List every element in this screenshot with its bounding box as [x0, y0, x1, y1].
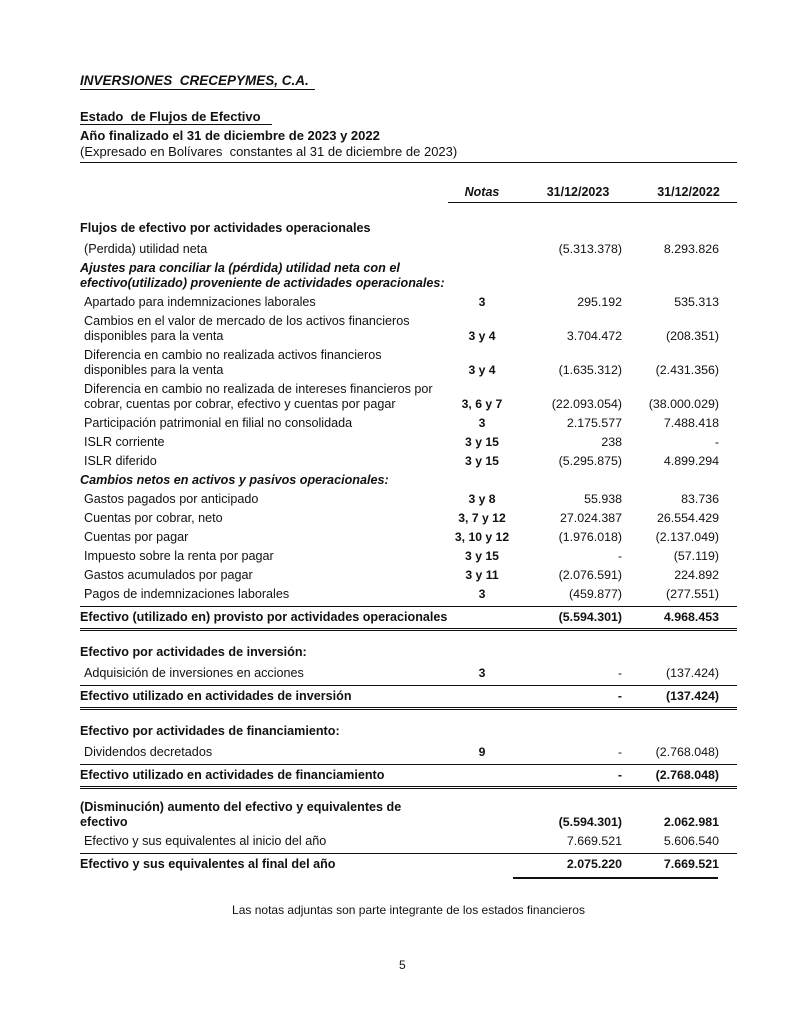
table-row — [80, 566, 737, 585]
row-label: Dividendos decretados — [84, 745, 213, 759]
row-label: Gastos acumulados por pagar — [84, 568, 253, 582]
document-subtitle: Año finalizado el 31 de diciembre de 2023 y 2022 — [80, 128, 380, 143]
row-value-2023: (5.594.301) — [558, 815, 622, 829]
row-value-2022: 4.899.294 — [663, 454, 719, 468]
table-row-total-financing — [80, 764, 737, 789]
table-row-total-operating — [80, 606, 737, 631]
row-label: Efectivo por actividades de financiamiento: — [80, 724, 340, 738]
page-number: 5 — [399, 958, 406, 972]
row-label: Cambios netos en activos y pasivos operacionales: — [80, 473, 389, 487]
row-value-2022: (2.768.048) — [655, 768, 719, 782]
row-value-2022: 7.669.521 — [663, 857, 719, 871]
table-row-subheading-adjustments — [80, 259, 737, 293]
row-notes: 3 y 4 — [468, 363, 496, 377]
column-header-2023: 31/12/2023 — [546, 185, 610, 199]
row-value-2022: (208.351) — [665, 329, 719, 343]
table-row — [80, 664, 737, 683]
row-notes: 3 y 15 — [465, 435, 499, 449]
table-row — [80, 293, 737, 312]
row-label: Efectivo utilizado en actividades de inversión — [80, 689, 352, 703]
row-label: Apartado para indemnizaciones laborales — [84, 295, 316, 309]
cash-flow-table — [80, 185, 737, 879]
column-header-rule — [448, 202, 737, 203]
table-row-net-change — [80, 798, 737, 832]
table-row — [80, 585, 737, 604]
row-value-2023: - — [617, 666, 622, 680]
row-label: Cuentas por pagar — [84, 530, 189, 544]
table-row — [80, 346, 737, 380]
row-notes: 3 — [478, 666, 486, 680]
row-label: Efectivo y sus equivalentes al final del año — [80, 857, 336, 871]
row-value-2023: 238 — [601, 435, 622, 449]
row-notes: 3 y 15 — [465, 549, 499, 563]
company-name: INVERSIONES CRECEPYMES, C.A. — [80, 73, 315, 90]
table-row — [80, 240, 737, 259]
row-value-2023: 7.669.521 — [566, 834, 622, 848]
row-label: ISLR corriente — [84, 435, 165, 449]
row-notes: 3 y 15 — [465, 454, 499, 468]
row-notes: 3 y 11 — [465, 568, 499, 582]
row-notes: 3 — [478, 295, 486, 309]
row-label: (Perdida) utilidad neta — [84, 242, 208, 256]
table-row — [80, 743, 737, 762]
table-rows — [80, 219, 737, 879]
row-label: Cambios en el valor de mercado de los activos financieros disponibles para la venta — [84, 314, 410, 343]
row-notes: 3 — [478, 416, 486, 430]
row-value-2022: (2.431.356) — [655, 363, 719, 377]
row-label: ISLR diferido — [84, 454, 157, 468]
document-title: Estado de Flujos de Efectivo — [80, 109, 272, 125]
row-notes: 3, 6 y 7 — [461, 397, 503, 411]
row-notes: 3, 7 y 12 — [458, 511, 506, 525]
row-value-2022: (137.424) — [665, 689, 719, 703]
row-label: Ajustes para conciliar la (pérdida) utilidad neta con el efectivo(utilizado) proveniente de actividades operacionales: — [80, 261, 445, 290]
row-value-2023: (5.594.301) — [558, 610, 622, 624]
row-value-2022: 2.062.981 — [663, 815, 719, 829]
row-value-2022: 7.488.418 — [663, 416, 719, 430]
row-label: Gastos pagados por anticipado — [84, 492, 259, 506]
table-row — [80, 528, 737, 547]
row-value-2022: - — [714, 435, 719, 449]
row-label: Efectivo (utilizado en) provisto por actividades operacionales — [80, 610, 448, 624]
final-total-underline — [513, 877, 718, 879]
row-label: Efectivo y sus equivalentes al inicio del año — [84, 834, 327, 848]
column-header-notas: Notas — [464, 185, 500, 199]
table-row — [80, 509, 737, 528]
row-label: Impuesto sobre la renta por pagar — [84, 549, 274, 563]
row-value-2022: 535.313 — [674, 295, 719, 309]
row-value-2022: 224.892 — [674, 568, 719, 582]
row-label: Diferencia en cambio no realizada de intereses financieros por cobrar, cuentas por cobrar, efectivo y cuentas por pagar — [84, 382, 433, 411]
row-value-2023: - — [617, 745, 622, 759]
row-value-2022: (137.424) — [665, 666, 719, 680]
row-label: (Disminución) aumento del efectivo y equivalentes de efectivo — [80, 800, 402, 829]
column-header-2022: 31/12/2022 — [657, 185, 720, 199]
row-label: Efectivo utilizado en actividades de financiamiento — [80, 768, 385, 782]
table-row — [80, 452, 737, 471]
row-value-2023: - — [617, 689, 622, 703]
row-value-2022: (2.137.049) — [655, 530, 719, 544]
row-value-2022: 26.554.429 — [656, 511, 719, 525]
table-row — [80, 490, 737, 509]
document-content — [80, 72, 737, 917]
table-row-section-financing — [80, 722, 737, 741]
table-row-cash-ending — [80, 853, 737, 875]
row-label: Adquisición de inversiones en acciones — [84, 666, 304, 680]
table-row-cash-beginning — [80, 832, 737, 851]
row-value-2023: (1.976.018) — [558, 530, 622, 544]
table-row-subheading-net-changes — [80, 471, 737, 490]
row-notes: 9 — [478, 745, 486, 759]
row-label: Efectivo por actividades de inversión: — [80, 645, 307, 659]
table-column-headers — [80, 185, 737, 199]
row-value-2023: 55.938 — [584, 492, 622, 506]
row-label: Diferencia en cambio no realizada activos financieros disponibles para la venta — [84, 348, 382, 377]
row-value-2022: (38.000.029) — [648, 397, 719, 411]
row-notes: 3, 10 y 12 — [454, 530, 510, 544]
row-value-2022: 4.968.453 — [663, 610, 719, 624]
row-value-2022: 8.293.826 — [663, 242, 719, 256]
row-notes: 3 — [478, 587, 486, 601]
row-value-2023: 2.175.577 — [566, 416, 622, 430]
row-value-2022: 83.736 — [681, 492, 719, 506]
row-value-2023: 2.075.220 — [566, 857, 622, 871]
row-value-2023: - — [617, 549, 622, 563]
row-value-2023: (459.877) — [568, 587, 622, 601]
row-value-2023: (5.313.378) — [558, 242, 622, 256]
row-value-2023: 3.704.472 — [566, 329, 622, 343]
row-value-2023: (22.093.054) — [551, 397, 622, 411]
table-row — [80, 433, 737, 452]
table-row-section-operating — [80, 219, 737, 238]
table-row — [80, 414, 737, 433]
row-value-2023: 295.192 — [577, 295, 622, 309]
row-value-2023: - — [617, 768, 622, 782]
row-value-2023: (5.295.875) — [558, 454, 622, 468]
footer-note: Las notas adjuntas son parte integrante de los estados financieros — [232, 903, 585, 917]
row-value-2022: (2.768.048) — [655, 745, 719, 759]
row-label: Participación patrimonial en filial no consolidada — [84, 416, 353, 430]
table-row-section-investing — [80, 643, 737, 662]
row-value-2022: 5.606.540 — [663, 834, 719, 848]
row-label: Pagos de indemnizaciones laborales — [84, 587, 290, 601]
row-value-2023: (1.635.312) — [558, 363, 622, 377]
row-notes: 3 y 8 — [468, 492, 496, 506]
table-row-total-investing — [80, 685, 737, 710]
table-row — [80, 547, 737, 566]
row-value-2023: 27.024.387 — [559, 511, 622, 525]
row-value-2023: (2.076.591) — [558, 568, 622, 582]
row-notes: 3 y 4 — [468, 329, 496, 343]
row-value-2022: (277.551) — [665, 587, 719, 601]
document-note: (Expresado en Bolívares constantes al 31 de diciembre de 2023) — [80, 144, 737, 163]
row-label: Flujos de efectivo por actividades operacionales — [80, 221, 371, 235]
table-row — [80, 380, 737, 414]
table-row — [80, 312, 737, 346]
row-value-2022: (57.119) — [673, 549, 719, 563]
row-label: Cuentas por cobrar, neto — [84, 511, 223, 525]
